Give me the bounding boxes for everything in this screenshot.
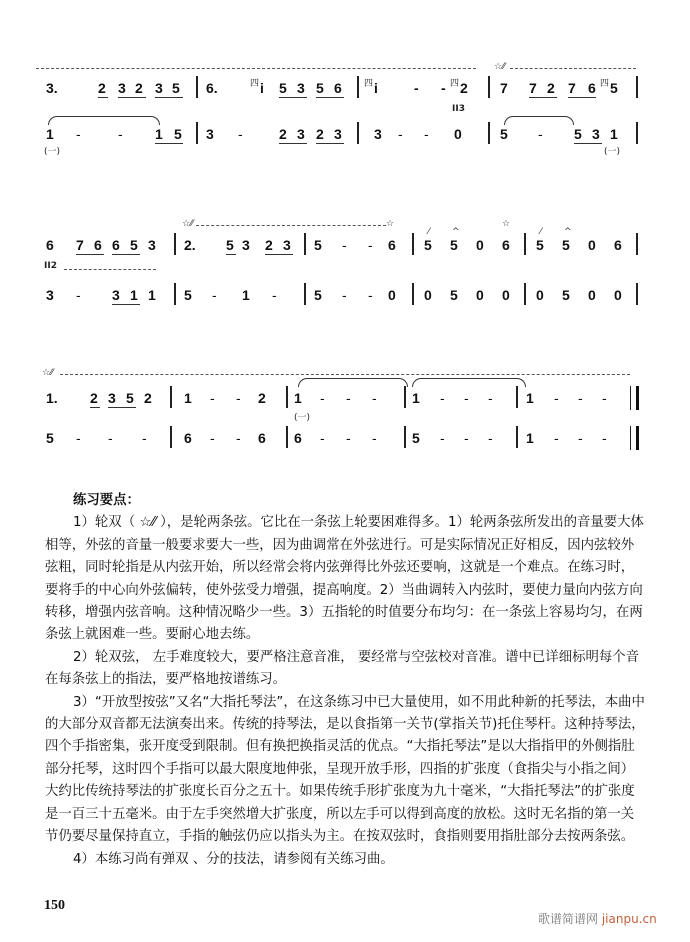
note: 5 bbox=[184, 287, 192, 303]
paragraph-4: 4）本练习尚有弹双 、分的技法，请参阅有关练习曲。 bbox=[73, 851, 394, 867]
note: 3 bbox=[112, 287, 120, 303]
barline bbox=[170, 426, 172, 448]
barline bbox=[412, 233, 414, 255]
note: 5 bbox=[130, 237, 138, 253]
lunshuang-mark: ☆⁄⁄ bbox=[182, 219, 194, 229]
barline bbox=[524, 283, 526, 305]
note: i bbox=[260, 80, 264, 96]
note: 1 bbox=[184, 390, 192, 406]
dash: - bbox=[440, 430, 445, 446]
dash: - bbox=[210, 430, 215, 446]
barline bbox=[636, 122, 638, 144]
dash: - bbox=[424, 126, 429, 142]
dash: - bbox=[320, 430, 325, 446]
hat-mark: ^ bbox=[564, 227, 572, 237]
note: 3 bbox=[108, 390, 116, 406]
barline bbox=[516, 426, 518, 448]
note: 2 bbox=[98, 80, 106, 96]
note: 5 bbox=[279, 80, 287, 96]
watermark-en: jianpu.cn bbox=[601, 912, 657, 926]
barline bbox=[404, 426, 406, 448]
lunshuang-extension-line bbox=[36, 68, 476, 69]
dash: - bbox=[118, 126, 123, 142]
barline bbox=[174, 283, 176, 305]
lunshuang-extension-line bbox=[510, 68, 636, 69]
note: 5 bbox=[314, 237, 322, 253]
note: 6 bbox=[588, 80, 596, 96]
note: 6 bbox=[258, 430, 266, 446]
note: 7 bbox=[76, 237, 84, 253]
final-barline bbox=[630, 386, 639, 410]
note: 6 bbox=[334, 80, 342, 96]
note: 2 bbox=[279, 126, 287, 142]
position-mark: 四 bbox=[600, 79, 610, 89]
note: 5 bbox=[126, 390, 134, 406]
note: 3 bbox=[283, 237, 291, 253]
note: 0 bbox=[588, 287, 596, 303]
note: 3. bbox=[46, 80, 58, 96]
dash: - bbox=[372, 390, 377, 406]
paragraph-3: 3）“开放型按弦”又名“大指托琴法”，在这条练习中已大量使用，如不用此种新的托琴法，本曲中的大部分双音都无法演奏出来。传统的持琴法，是以食指第一关节(掌指关节)托住琴杆。这种持琴法，四个手指密集，张开度受到限制。但有换把换指灵活的优点。“大指托琴法”是以大指指甲的外侧指肚部分托琴，这时四个手指可以最大限度地伸张，呈现开放手形，四指的扩张度（食指尖与小指之间）大约比传统持琴法的扩张度长百分之五十。如果传统手形扩张度为九十毫米，“大指托琴法”的扩张度是一百三十五毫米。由于左手突然增大扩张度，所以左手可以得到高度的放松。这时无名指的第一关节仍要尽量保持直立，手指的触弦仍应以指头为主。在按双弦时，食指则要用指肚部分去按两条弦。 bbox=[45, 694, 645, 845]
dash: - bbox=[210, 390, 215, 406]
dash: - bbox=[554, 390, 559, 406]
lower-staff bbox=[36, 126, 642, 157]
barline bbox=[488, 122, 490, 144]
position-mark: 四 bbox=[450, 79, 460, 89]
note: 0 bbox=[454, 126, 462, 142]
note: 3 bbox=[374, 126, 382, 142]
note: 5 bbox=[46, 430, 54, 446]
paragraph-1: 1）轮双（ ☆⁄⁄ ），是轮两条弦。它比在一条弦上轮要困难得多。1）轮两条弦所发出的音量要大体相等，外弦的音量一般要求要大一些，因为曲调常在外弦进行。可是实际情况正好相反，因内弦较外弦粗，同时轮指是从内弦开始，所以经常会将内弦弹得比外弦还要响，这就是一个难点。在练习时，要将手的中心向外弦偏转，使外弦受力增强，提高响度。2）当曲调转入内弦时，要使力量向内弦方向转移，增强内弦音响。这种情况略少一些。3）五指轮的时值要分布均匀：在一条弦上容易均匀，在两条弦上就困难一些。要耐心地去练。 bbox=[45, 515, 644, 643]
dash: - bbox=[578, 430, 583, 446]
note: 0 bbox=[476, 287, 484, 303]
lunshuang-extension-line bbox=[196, 225, 386, 226]
dash: - bbox=[238, 126, 243, 142]
note: 6 bbox=[614, 237, 622, 253]
slash-mark: ⁄ bbox=[540, 227, 542, 237]
position-mark: 四 bbox=[364, 79, 374, 89]
lower-staff bbox=[36, 287, 642, 309]
string-one-mark: (一) bbox=[294, 413, 311, 423]
dash: - bbox=[464, 390, 469, 406]
watermark-cn: 歌谱简谱网 bbox=[538, 912, 599, 926]
star-mark: ☆ bbox=[386, 219, 395, 229]
dash: - bbox=[108, 430, 113, 446]
note: 5 bbox=[450, 287, 458, 303]
note: 3 bbox=[206, 126, 214, 142]
note: 5 bbox=[316, 80, 324, 96]
barline bbox=[516, 386, 518, 408]
barline bbox=[304, 233, 306, 255]
score-system-1 bbox=[36, 60, 642, 170]
barline bbox=[196, 122, 198, 144]
note: i bbox=[374, 80, 378, 96]
note: 1 bbox=[610, 126, 618, 142]
note: 0 bbox=[502, 287, 510, 303]
note: 5 bbox=[450, 237, 458, 253]
note: 5 bbox=[174, 126, 182, 142]
note: 6 bbox=[294, 430, 302, 446]
practice-notes bbox=[45, 490, 645, 871]
dash: - bbox=[554, 430, 559, 446]
note: 1 bbox=[46, 126, 54, 142]
note: 5 bbox=[314, 287, 322, 303]
note: 2 bbox=[547, 80, 555, 96]
note: 5 bbox=[574, 126, 582, 142]
barline bbox=[636, 283, 638, 305]
note: 5 bbox=[562, 237, 570, 253]
barline bbox=[524, 233, 526, 255]
string-mark: II2 bbox=[44, 261, 57, 271]
note: 2 bbox=[265, 237, 273, 253]
dash: - bbox=[372, 430, 377, 446]
barline bbox=[174, 233, 176, 255]
dash: - bbox=[142, 430, 147, 446]
dash: - bbox=[368, 237, 373, 253]
note: 7 bbox=[568, 80, 576, 96]
note: 1 bbox=[526, 390, 534, 406]
note: 6 bbox=[184, 430, 192, 446]
note: 0 bbox=[388, 287, 396, 303]
note: 0 bbox=[614, 287, 622, 303]
dash: - bbox=[346, 430, 351, 446]
dash: - bbox=[602, 390, 607, 406]
lower-staff bbox=[36, 430, 642, 452]
note: 3 bbox=[155, 80, 163, 96]
tie bbox=[48, 116, 160, 125]
note: 2 bbox=[135, 80, 143, 96]
barline bbox=[404, 386, 406, 408]
slash-mark: ⁄ bbox=[428, 227, 430, 237]
note: 0 bbox=[476, 237, 484, 253]
note: 7 bbox=[529, 80, 537, 96]
note: 1 bbox=[155, 126, 163, 142]
barline bbox=[286, 426, 288, 448]
barline bbox=[304, 283, 306, 305]
barline bbox=[196, 76, 198, 98]
final-barline bbox=[630, 426, 639, 450]
note: 1 bbox=[242, 287, 250, 303]
note: 3 bbox=[148, 237, 156, 253]
dash: - bbox=[368, 287, 373, 303]
hat-mark: ^ bbox=[452, 227, 460, 237]
page-number: 150 bbox=[44, 898, 65, 913]
note: 5 bbox=[562, 287, 570, 303]
note: - bbox=[414, 80, 419, 96]
barline bbox=[488, 76, 490, 98]
note: 2 bbox=[460, 80, 468, 96]
note: 6 bbox=[502, 237, 510, 253]
note: 5 bbox=[536, 237, 544, 253]
note: 3 bbox=[46, 287, 54, 303]
note: 3 bbox=[297, 80, 305, 96]
note: 6 bbox=[112, 237, 120, 253]
dash: - bbox=[538, 126, 543, 142]
note: 5 bbox=[424, 237, 432, 253]
note: - bbox=[441, 80, 446, 96]
note: 2. bbox=[184, 237, 196, 253]
note: 7 bbox=[500, 80, 508, 96]
note: 1 bbox=[294, 390, 302, 406]
note: 0 bbox=[536, 287, 544, 303]
string-one-mark: (一) bbox=[604, 147, 621, 157]
barline bbox=[636, 76, 638, 98]
note: 5 bbox=[412, 430, 420, 446]
dash: - bbox=[342, 237, 347, 253]
upper-staff bbox=[36, 390, 642, 423]
barline bbox=[357, 122, 359, 144]
note: 0 bbox=[588, 237, 596, 253]
upper-staff bbox=[36, 79, 642, 114]
barline bbox=[357, 76, 359, 98]
dash: - bbox=[320, 390, 325, 406]
lunshuang-extension-line bbox=[60, 374, 630, 375]
note: 3 bbox=[242, 237, 250, 253]
tie bbox=[504, 116, 574, 125]
note: 2 bbox=[90, 390, 98, 406]
dash: - bbox=[398, 126, 403, 142]
dash: - bbox=[464, 430, 469, 446]
barline bbox=[170, 386, 172, 408]
note: 3 bbox=[118, 80, 126, 96]
string-mark: II3 bbox=[452, 104, 465, 114]
note: 1. bbox=[46, 390, 58, 406]
score-system-3 bbox=[36, 368, 642, 468]
watermark bbox=[538, 910, 657, 927]
note: 3 bbox=[297, 126, 305, 142]
note: 2 bbox=[144, 390, 152, 406]
section-heading: 练习要点： bbox=[73, 493, 140, 508]
upper-staff bbox=[36, 237, 642, 271]
barline bbox=[412, 283, 414, 305]
note: 6 bbox=[388, 237, 396, 253]
score-system-2 bbox=[36, 215, 642, 325]
dash: - bbox=[76, 287, 81, 303]
dash: - bbox=[488, 390, 493, 406]
dash: - bbox=[578, 390, 583, 406]
dash: - bbox=[488, 430, 493, 446]
dash: - bbox=[440, 390, 445, 406]
barline bbox=[636, 233, 638, 255]
note: 0 bbox=[424, 287, 432, 303]
note: 3 bbox=[592, 126, 600, 142]
note: 1 bbox=[412, 390, 420, 406]
note: 3 bbox=[334, 126, 342, 142]
barline bbox=[286, 386, 288, 408]
note: 5 bbox=[500, 126, 508, 142]
dash: - bbox=[346, 390, 351, 406]
note: 5 bbox=[172, 80, 180, 96]
dash: - bbox=[236, 430, 241, 446]
dash: - bbox=[76, 430, 81, 446]
dash: - bbox=[602, 430, 607, 446]
paragraph-2: 2）轮双弦， 左手难度较大，要严格注意音准， 要经常与空弦校对音准。谱中已详细标明每个音在每条弦上的指法，要严格地按谱练习。 bbox=[45, 649, 640, 688]
lunshuang-mark: ☆⁄⁄ bbox=[42, 368, 54, 378]
tie bbox=[412, 378, 526, 387]
position-mark: 四 bbox=[250, 79, 260, 89]
note: 6 bbox=[94, 237, 102, 253]
dash: - bbox=[272, 287, 277, 303]
note: 6 bbox=[46, 237, 54, 253]
note: 5 bbox=[226, 237, 234, 253]
note: 1 bbox=[130, 287, 138, 303]
string-one-mark: (一) bbox=[44, 147, 61, 157]
note: 1 bbox=[148, 287, 156, 303]
lunshuang-mark: ☆⁄⁄ bbox=[494, 62, 506, 72]
star-mark: ☆ bbox=[502, 219, 511, 229]
tie bbox=[298, 378, 408, 387]
dash: - bbox=[236, 390, 241, 406]
dash: - bbox=[212, 287, 217, 303]
note: 5 bbox=[610, 80, 618, 96]
note: 6. bbox=[206, 80, 218, 96]
note: 2 bbox=[258, 390, 266, 406]
note: 1 bbox=[526, 430, 534, 446]
note: 2 bbox=[316, 126, 324, 142]
dash: - bbox=[76, 126, 81, 142]
dash: - bbox=[342, 287, 347, 303]
